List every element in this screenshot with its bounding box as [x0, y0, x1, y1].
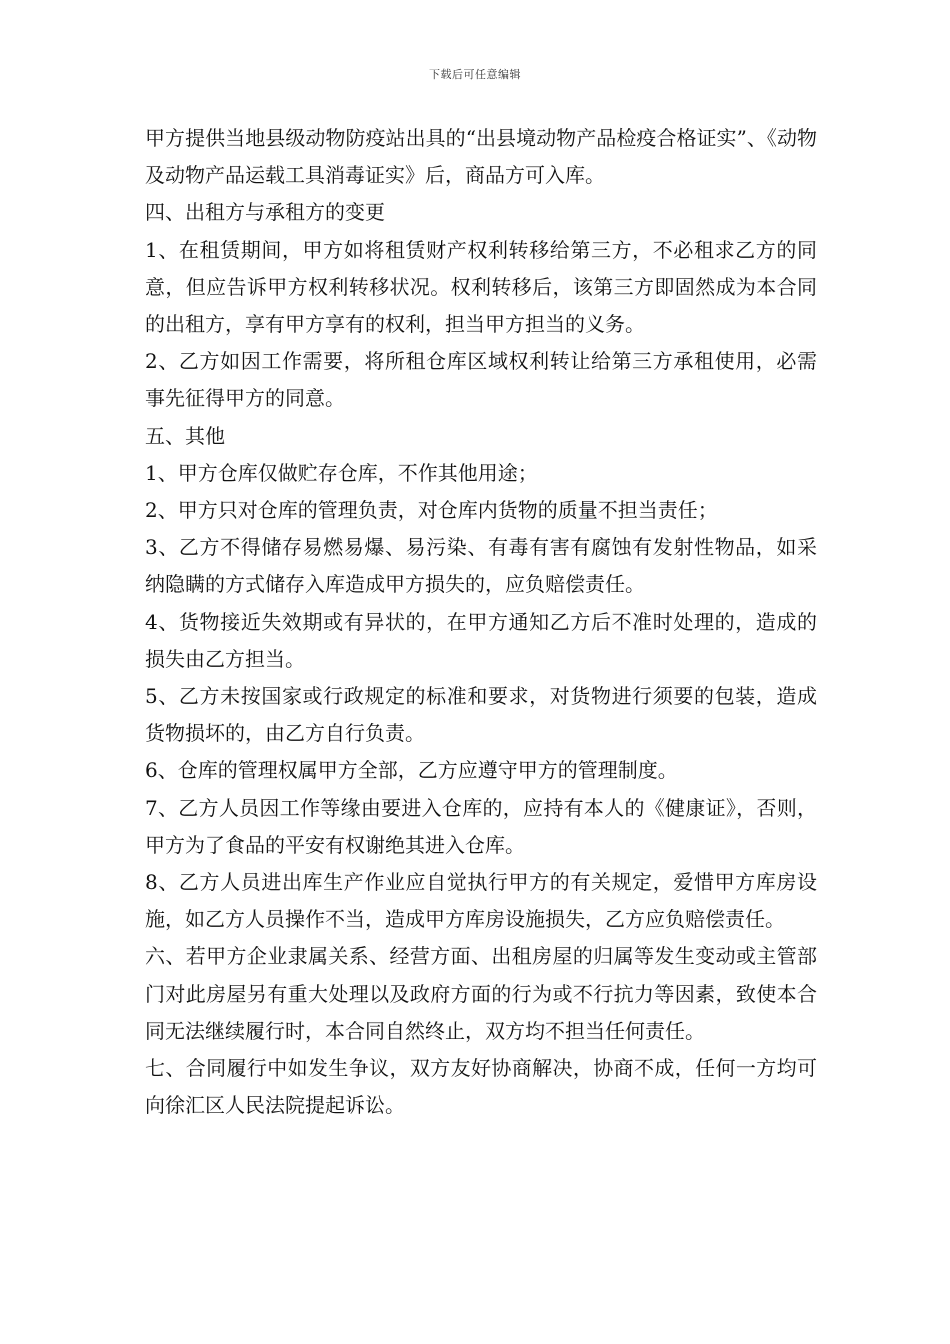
clause-5-5: 5、乙方未按国家或行政规定的标准和要求，对货物进行须要的包装，造成货物损坏的，由乙方自行负责。: [145, 684, 817, 746]
section-seven-disputes: 七、合同履行中如发生争议，双方友好协商解决，协商不成，任何一方均可向徐汇区人民法院提起诉讼。: [145, 1056, 817, 1118]
clause-5-7: 7、乙方人员因工作等缘由要进入仓库的，应持有本人的《健康证》，否则，甲方为了食品的平安有权谢绝其进入仓库。: [145, 795, 817, 857]
paragraph-inspection-certificate: 甲方提供当地县级动物防疫站出具的“出县境动物产品检疫合格证实”、《动物及动物产品运载工具消毒证实》后，商品方可入库。: [145, 126, 817, 188]
document-body: [145, 120, 817, 1124]
clause-5-3: 3、乙方不得储存易燃易爆、易污染、有毒有害有腐蚀有发射性物品，如采纳隐瞒的方式储存入库造成甲方损失的，应负赔偿责任。: [145, 535, 817, 597]
clause-5-8: 8、乙方人员进出库生产作业应自觉执行甲方的有关规定，爱惜甲方库房设施，如乙方人员操作不当，造成甲方库房设施损失，乙方应负赔偿责任。: [145, 870, 817, 932]
section-heading-lessor-lessee-change: 四、出租方与承租方的变更: [145, 200, 385, 225]
clause-5-2: 2、甲方只对仓库的管理负责，对仓库内货物的质量不担当责任；: [145, 498, 718, 523]
section-six-termination: 六、若甲方企业隶属关系、经营方面、出租房屋的归属等发生变动或主管部门对此房屋另有重大处理以及政府方面的行为或不行抗力等因素，致使本合同无法继续履行时，本合同自然终止，双方均不担当任何责任。: [145, 944, 817, 1043]
clause-5-6: 6、仓库的管理权属甲方全部，乙方应遵守甲方的管理制度。: [145, 758, 678, 783]
clause-4-2: 2、乙方如因工作需要，将所租仓库区域权利转让给第三方承租使用，必需事先征得甲方的同意。: [145, 349, 817, 411]
clause-5-1: 1、甲方仓库仅做贮存仓库，不作其他用途；: [145, 460, 538, 485]
section-heading-other: 五、其他: [145, 423, 225, 448]
page-header: 下载后可任意编辑: [429, 68, 521, 81]
clause-5-4: 4、货物接近失效期或有异状的，在甲方通知乙方后不准时处理的，造成的损失由乙方担当。: [145, 609, 817, 671]
clause-4-1: 1、在租赁期间，甲方如将租赁财产权利转移给第三方，不必租求乙方的同意，但应告诉甲方权利转移状况。权利转移后，该第三方即固然成为本合同的出租方，享有甲方享有的权利，担当甲方担当的义务。: [145, 237, 817, 337]
